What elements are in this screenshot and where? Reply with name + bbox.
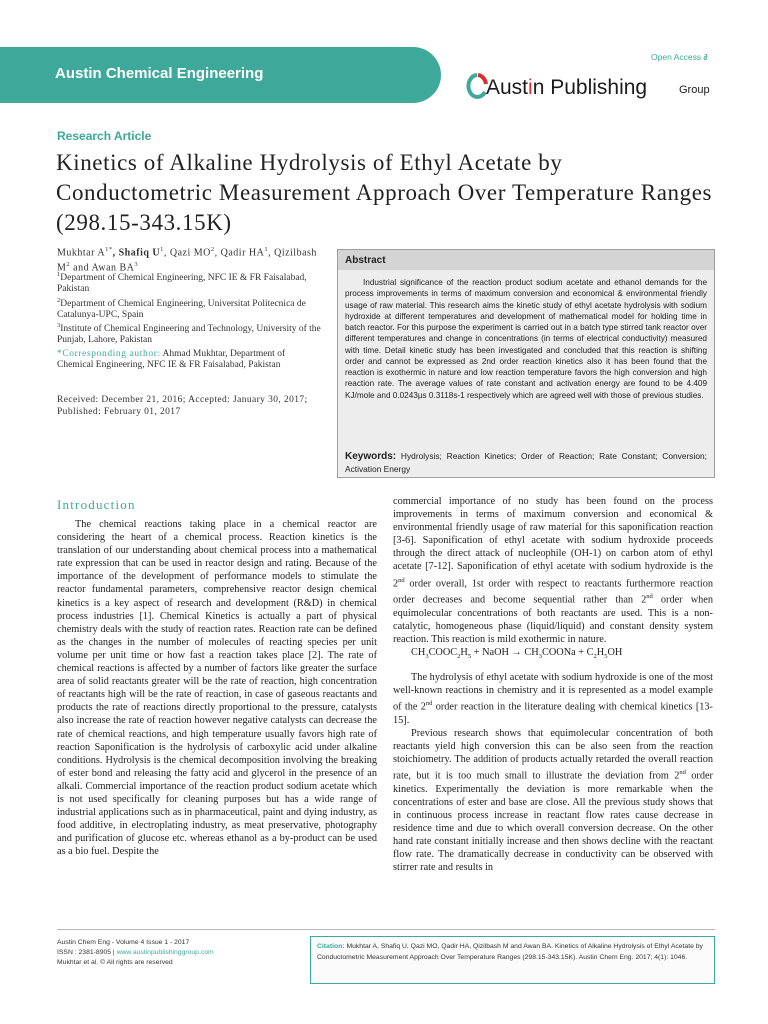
journal-name: Austin Chemical Engineering <box>55 65 264 82</box>
publisher-name: Austin Publishing <box>486 76 648 99</box>
publication-dates: Received: December 21, 2016; Accepted: January 30, 2017; Published: February 01, 2017 <box>57 395 308 417</box>
article-type: Research Article <box>57 129 152 143</box>
publisher-logo-icon <box>466 72 488 100</box>
affiliation-2: $^2$Department of Chemical Engineering, Universitat Politecnica de Catalunya-UPC, Spain <box>57 297 306 321</box>
publisher-group: Group <box>679 84 710 96</box>
author-list: Mukhtar $A^{1*}$, Shafiq $U^1$, Qazi $MO^2$, Qadir $HA^1$, Qizilbash $M^2$ and Awan $BA^3$ <box>57 246 317 273</box>
affiliation-1: $^1$Department of Chemical Engineering, NFC IE & FR Faisalabad, Pakistan <box>57 271 307 295</box>
footer-divider <box>57 929 715 930</box>
chemical-equation: $CH_3COOC_2H_5$ + NaOH → $CH_3COONa + C_2H_5OH$ <box>411 646 623 660</box>
open-access-label: Open Access ∂ <box>651 52 708 62</box>
body-column-left <box>57 518 377 858</box>
keywords: Keywords: Hydrolysis; Reaction Kinetics; Order of Reaction; Rate Constant; Conversion; Activation Energy <box>345 451 707 474</box>
body-column-right <box>393 495 713 874</box>
abstract-text: Industrial significance of the reaction product sodium acetate and ethanol demands for the process improvements in terms of maximum conversion and economical & environmental friendly usage of raw material. This research aims the kinetic study of ethyl acetate hydrolysis with sodium hydroxide at different temperatures and development of mathematical model for holding time in batch reactor. For this purpose the experiment is carried out in a batch type stirred tank reactor over different temperatures and change in concentrations (in terms of electrical conductivity) measured with time. Detail kinetic study has been investigated and concluded that this reaction is shifting order and cannot be expressed as 2nd order reaction kinetics also it has been found that the reaction is exothermic in nature and low reaction temperature favors the high conversion and high reaction rate. The average values of rate constant and activation energy are found to be 4.409 KJ/mole and 0.0243µs 0.3118s-1 respectively which are agreed well with those of previous studies. <box>345 278 707 400</box>
paragraph: The hydrolysis of ethyl acetate with sodium hydroxide is one of the most well-known reactions in chemistry and it is represented as a model example of the 2nd order reaction in the literature dealing with chemical kinetics [13-15]. <box>393 672 713 726</box>
section-heading-introduction: Introduction <box>57 497 136 512</box>
open-access-icon: ∂ <box>703 52 708 62</box>
citation-box: Citation: Mukhtar A, Shafiq U, Qazi MO, Qadir HA, Qizilbash M and Awan BA. Kinetics of Alkaline Hydrolysis of Ethyl Acetate by Conductometric Measurement Approach Over Temperature Ranges (298.15-343.15K). Austin Chem Eng. 2017; 4(1): 1046. <box>310 936 715 984</box>
corresponding-author: *Corresponding author: Ahmad Mukhtar, Department of Chemical Engineering, NFC IE & FR Faisalabad, Pakistan <box>57 349 286 371</box>
paragraph: The chemical reactions taking place in a chemical reactor are considering the heart of a chemical process. Reaction kinetics is the translation of our understanding about chemical process into a mathematical rate expression that can be used in reactor design and rating. Because of the importance of the development of performance models to stimulate the reactor fundamental parameters, comprehensive reactor design chemical kinetics is a key aspect of research and development (R&D) in chemical process industries [1]. Chemical Kinetics is actually a part of physical chemistry deals with the study of reaction rates. Reaction rate can be defined as the changes in the number of molecules of reacting species per unit volume per unit time or how fast a reaction takes place [2]. The rate of chemical reactions is affected by a number of factors like greater the surface area of solid reactants greater will be the rate of reaction, high concentration of reactants high will be the rate of reaction, in case of gaseous reactants and products the rate of reactions directly proportional to the pressure, catalysts also increase the rate of reaction however negative catalysts can decrease the rate of chemical reactions, and high temperature usually favors high rate of reaction Saponification is the hydrolysis of carboxylic acid under alkaline conditions. Hydrolysis is the chemical decomposition involving the breaking of ester bond and releasing the fatty acid and glycerol in the presence of an alkali. Commercial importance of the reaction product sodium acetate which is not used specifically for cleaning purposes but has a wide range of industrial applications such as in pharmaceutical, paint and dying industry, as food additive, in electroplating industry, as meat preservative, photography and purification of glucose etc. whereas ethanol as a by-product can be used as a bio fuel. Despite the <box>57 519 377 858</box>
publisher-url-link[interactable]: www.austinpublishinggroup.com <box>116 949 214 956</box>
paragraph: commercial importance of no study has been found on the process improvements in terms of maximum conversion and economical & environmental friendly usage of raw material for this saponification reaction [3-6]. Saponification of ethyl acetate with sodium hydroxide proceeds through the direct attack of nucleophile (OH-1) on carbon atom of ethyl acetate [7-12]. Saponification of ethyl acetate with sodium hydroxide is the 2nd order overall, 1st order with respect to reactants furthermore reaction order decreases and become sequential rather than 2nd order when equimolecular concentrations of both reactants are used. This is a non-catalytic, homogeneous phase (liquid/liquid) and constant density system reaction. This reaction is mild exothermic in nature. <box>393 496 713 645</box>
abstract-box <box>337 249 715 478</box>
affiliation-3: $^3$Institute of Chemical Engineering and Technology, University of the Punjab, Lahore, Pakistan <box>57 322 321 346</box>
footer-journal-info: Austin Chem Eng - Volume 4 Issue 1 - 2017 ISSN : 2381-8905 | www.austinpublishinggroup.com Mukhtar et al. © All rights are reserved <box>57 939 214 966</box>
publisher-logo <box>466 72 726 106</box>
journal-banner <box>0 47 441 103</box>
abstract-heading: Abstract <box>338 250 714 270</box>
paragraph: Previous research shows that equimolecular concentration of both reactants yield high conversion this can be also seen from the reaction stoichiometry. The addition of products actually retarded the overall reaction rate, but it is too much small to illustrate the deviation from 2nd order kinetics. Experimentally the deviation is more remarkable when the concentrations of ester and base are close. All the previous study shows that in continuous process increase in reactant flow rates cause decrease in residence time and due to which overall conversion decrease. On the other hand rate constant initially increase and then shows decline with the reactant flow rate. The dramatically decrease in conductivity can be observed with stirrer rate and results in <box>393 727 713 874</box>
article-title: Kinetics of Alkaline Hydrolysis of Ethyl Acetate by Conductometric Measurement Approach Over Temperature Ranges (298.15-343.15K) <box>56 150 713 235</box>
